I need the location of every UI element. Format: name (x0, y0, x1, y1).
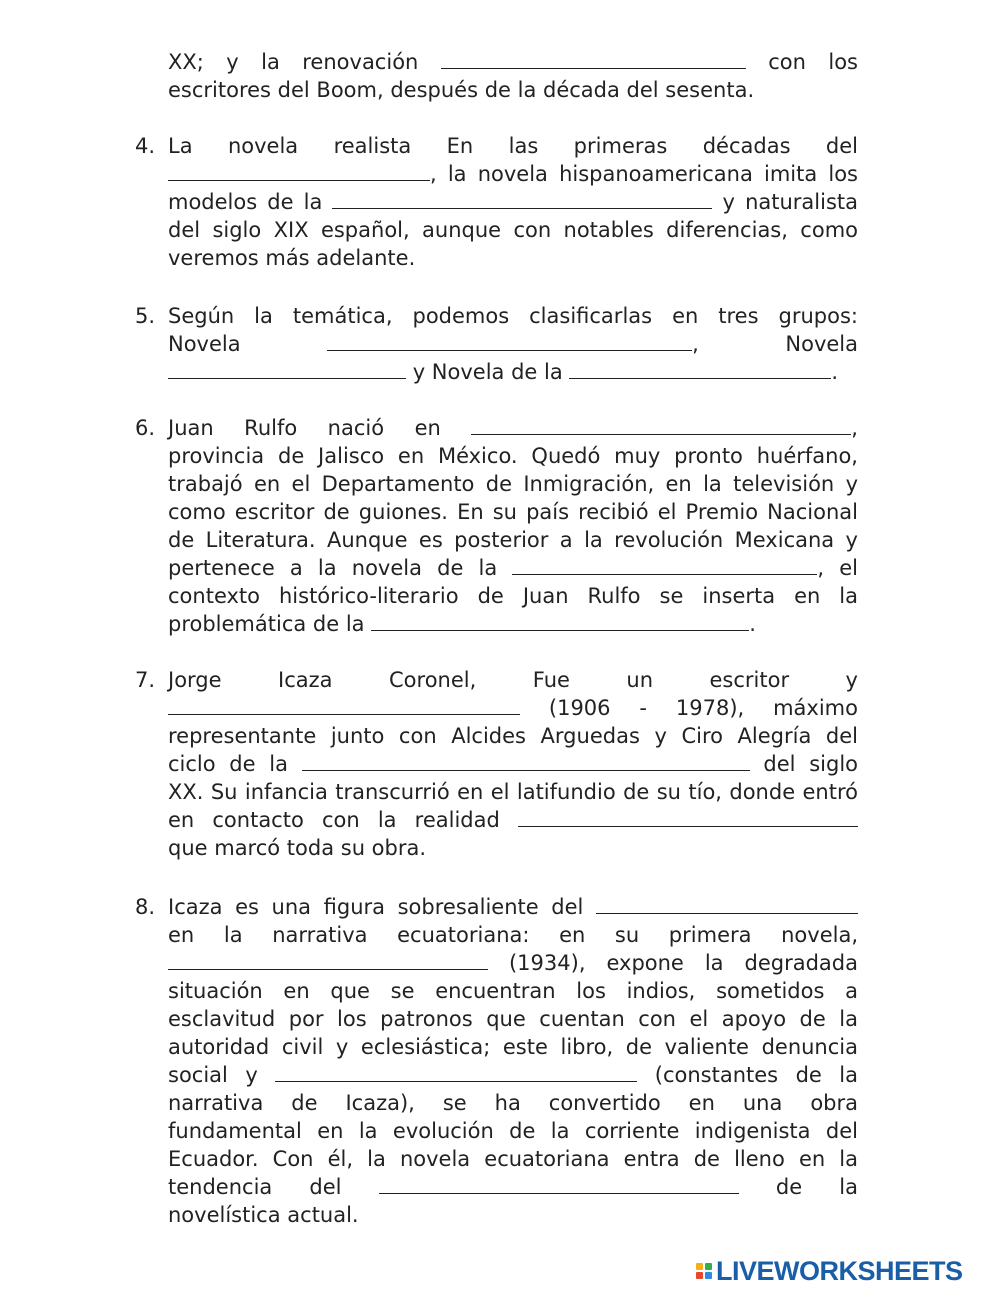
item-number: 5. (135, 304, 156, 328)
text-line: modelos de la y naturalista (168, 190, 859, 214)
text-line: Ecuador. Con él, la novela ecuatoriana entra de lleno en la (168, 1147, 858, 1171)
text-line: que marcó toda su obra. (168, 836, 427, 860)
text-line: narrativa de Icaza), se ha convertido en una obra (168, 1091, 858, 1115)
item-number: 8. (135, 895, 156, 919)
answer-blank[interactable] (371, 610, 749, 631)
text-line: en la narrativa ecuatoriana: en su primera novela, (168, 923, 858, 947)
answer-blank[interactable] (168, 694, 520, 715)
text-line: provincia de Jalisco en México. Quedó muy pronto huérfano, (168, 444, 858, 468)
item-number: 4. (135, 134, 156, 158)
logo-square-icon (696, 1263, 703, 1270)
text-line: (1906 - 1978), máximo (168, 694, 858, 722)
answer-blank[interactable] (168, 358, 406, 379)
text-line: pertenece a la novela de la , el (168, 556, 858, 580)
item-7 (135, 666, 858, 862)
text-line: ciclo de la del siglo (168, 752, 858, 776)
text-line: , la novela hispanoamericana imita los (168, 160, 858, 188)
text-line: y Novela de la . (168, 358, 858, 386)
answer-blank[interactable] (332, 188, 712, 209)
text-line: representante junto con Alcides Arguedas y Ciro Alegría del (168, 724, 858, 748)
text-line: del siglo XIX español, aunque con notables diferencias, como (168, 218, 858, 242)
text-line: Según la temática, podemos clasificarlas en tres grupos: (168, 304, 858, 328)
logo-square-icon (705, 1263, 712, 1270)
text-line: (1934), expone la degradada (168, 949, 858, 977)
answer-blank[interactable] (327, 330, 692, 351)
text-line: social y (constantes de la (168, 1063, 858, 1087)
answer-blank[interactable] (569, 358, 831, 379)
item-5 (135, 302, 858, 386)
text-line: de Literatura. Aunque es posterior a la revolución Mexicana y (168, 528, 858, 552)
text-line: situación en que se encuentran los indios, sometidos a (168, 979, 858, 1003)
answer-blank[interactable] (471, 414, 851, 435)
text-line: esclavitud por los patronos que cuentan con el apoyo de la (168, 1007, 858, 1031)
item-number: 6. (135, 416, 156, 440)
liveworksheets-logo-icon (696, 1263, 712, 1279)
text-line: tendencia del de la (168, 1175, 858, 1199)
item-4 (135, 132, 858, 272)
text-line: Jorge Icaza Coronel, Fue un escritor y (168, 668, 858, 692)
text-line: escritores del Boom, después de la década del sesenta. (168, 78, 755, 102)
text-line: XX; y la renovación con los (168, 50, 858, 74)
answer-blank[interactable] (302, 750, 750, 771)
text-line: Novela , Novela (168, 332, 858, 356)
text-line: problemática de la . (168, 612, 756, 636)
answer-blank[interactable] (379, 1173, 739, 1194)
liveworksheets-logo[interactable] (696, 1256, 963, 1286)
item-3-continuation (135, 48, 858, 104)
answer-blank[interactable] (168, 949, 488, 970)
answer-blank[interactable] (275, 1061, 637, 1082)
text-line: Icaza es una figura sobresaliente del (168, 893, 858, 921)
item-8 (135, 893, 858, 1229)
text-line: Juan Rulfo nació en , (168, 416, 858, 440)
answer-blank[interactable] (441, 48, 746, 69)
item-6 (135, 414, 858, 638)
text-line: autoridad civil y eclesiástica; este libro, de valiente denuncia (168, 1035, 858, 1059)
answer-blank[interactable] (168, 160, 430, 181)
text-line: La novela realista En las primeras décadas del (168, 134, 858, 158)
text-line: contexto histórico-literario de Juan Rulfo se inserta en la (168, 584, 858, 608)
text-line: veremos más adelante. (168, 246, 416, 270)
item-number: 7. (135, 668, 156, 692)
answer-blank[interactable] (512, 554, 817, 575)
logo-text: LIVEWORKSHEETS (716, 1255, 963, 1286)
text-line: novelística actual. (168, 1203, 359, 1227)
logo-square-icon (696, 1272, 703, 1279)
answer-blank[interactable] (518, 806, 858, 827)
text-line: XX. Su infancia transcurrió en el latifundio de su tío, donde entró (168, 780, 858, 804)
text-line: como escritor de guiones. En su país recibió el Premio Nacional (168, 500, 858, 524)
text-line: en contacto con la realidad (168, 806, 858, 834)
logo-square-icon (705, 1272, 712, 1279)
text-line: fundamental en la evolución de la corriente indigenista del (168, 1119, 858, 1143)
text-line: trabajó en el Departamento de Inmigración, en la televisión y (168, 472, 858, 496)
answer-blank[interactable] (596, 893, 858, 914)
